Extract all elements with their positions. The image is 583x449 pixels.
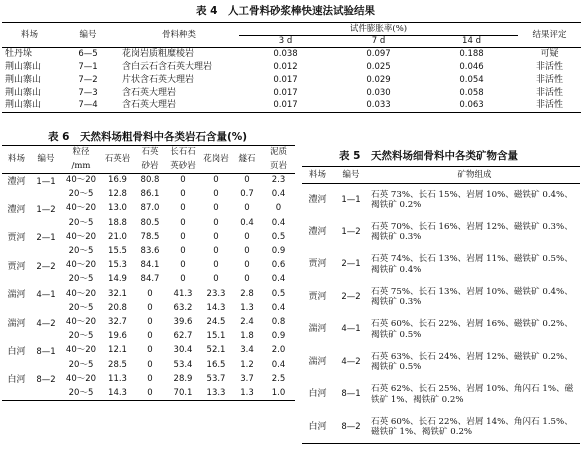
t6-cell-granite: 0 (213, 231, 219, 242)
t5-cell-id: 1—1 (341, 194, 361, 205)
t6-cell-quartzite: 13.0 (108, 203, 127, 214)
t6-cell-quartz-sandstone: 86.1 (140, 189, 160, 200)
t4-cell-site: 荆山寨山 (5, 61, 42, 72)
t6-cell-flint: 1.2 (240, 359, 254, 370)
t5-cell-composition: 石英 75%、长石 13%、岩屑 10%、磁铁矿 0.4%、褐铁矿 0.3% (371, 286, 573, 308)
t4-cell-site: 荆山寨山 (5, 87, 42, 98)
t6-cell-size: 20～5 (68, 331, 94, 342)
table4 (2, 22, 581, 113)
t5-cell-composition: 石英 63%、长石 24%、岩屑 12%、磁铁矿 0.2%、褐铁矿 0.5% (371, 351, 573, 373)
t6-cell-quartzite: 16.9 (108, 175, 127, 186)
t5-cell-composition: 石英 74%、长石 13%、岩屑 11%、磁铁矿 0.5%、褐铁矿 0.4% (371, 254, 573, 275)
t4-cell-7d: 0.025 (366, 61, 391, 72)
t4-cell-eval: 非活性 (536, 61, 564, 72)
t6-cell-granite: 13.3 (200, 386, 232, 400)
t6-cell-empty (31, 386, 61, 400)
t6-header-size-unit: /mm (61, 160, 101, 174)
t5-cell-site: 湍河 (308, 324, 327, 335)
t6-cell-quartz-sandstone: 0 (147, 331, 153, 342)
t6-cell-empty (2, 330, 31, 344)
t6-cell-id: 1—2 (36, 205, 56, 216)
t6-cell-id: 1—1 (36, 176, 56, 187)
t6-cell-empty (2, 244, 31, 258)
t4-cell-id: 7—4 (57, 100, 119, 113)
t5-cell-site: 澧河 (308, 194, 327, 205)
t5-cell-site: 贾河 (308, 291, 327, 302)
t6-cell-feldspar-quartz-sandstone: 63.2 (173, 302, 193, 313)
table-row (302, 281, 580, 314)
t4-cell-eval: 非活性 (536, 74, 564, 85)
t6-cell-site: 湍河 (7, 318, 26, 329)
t6-cell-feldspar-quartz-sandstone: 0 (180, 260, 186, 271)
table6-caption: 表 6 天然料场粗骨料中各类岩石含量(%) (48, 131, 248, 143)
t6-cell-quartz-sandstone: 80.5 (140, 217, 160, 228)
t4-cell-eval: 可疑 (540, 48, 559, 59)
t6-cell-size: 40～20 (65, 373, 97, 384)
t6-cell-flint: 1.8 (240, 331, 254, 342)
t4-cell-7d: 0.033 (332, 100, 425, 113)
table-row (302, 379, 580, 412)
t6-cell-size: 40～20 (65, 260, 97, 271)
t6-cell-size: 40～20 (65, 288, 97, 299)
t6-cell-shale: 0.5 (271, 288, 286, 299)
t6-cell-empty (31, 244, 61, 258)
t6-cell-empty (2, 358, 31, 372)
table-row (2, 372, 295, 386)
t6-cell-quartz-sandstone: 0 (147, 345, 153, 356)
t6-cell-quartzite: 20.8 (108, 302, 127, 313)
t6-cell-shale: 0.5 (271, 231, 286, 242)
t6-cell-feldspar-quartz-sandstone: 30.4 (173, 345, 193, 356)
t6-header-site: 料场 (2, 146, 31, 174)
t6-cell-quartz-sandstone: 0 (147, 302, 153, 313)
table-row (2, 358, 295, 372)
t6-header-shale-2: 页岩 (262, 160, 295, 174)
t6-cell-size: 20～5 (68, 274, 94, 285)
table-row (2, 202, 295, 216)
table-row (2, 287, 295, 301)
table-row (302, 184, 580, 217)
t6-cell-quartzite: 21.0 (108, 231, 127, 242)
t6-cell-size: 20～5 (68, 302, 94, 313)
t6-cell-quartzite: 15.3 (108, 260, 127, 271)
t6-cell-granite: 0 (213, 203, 219, 214)
t5-cell-id: 2—1 (341, 259, 361, 270)
t6-cell-quartzite: 14.9 (108, 274, 127, 285)
t6-cell-shale: 2.5 (271, 373, 286, 384)
t6-cell-flint: 3.4 (240, 345, 254, 356)
t6-cell-size: 40～20 (65, 345, 97, 356)
t5-cell-site: 贾河 (308, 259, 327, 270)
table-row (2, 174, 295, 188)
t6-cell-feldspar-quartz-sandstone: 0 (180, 189, 186, 200)
t6-cell-site: 白河 (7, 375, 26, 386)
t6-cell-shale: 2.0 (271, 345, 286, 356)
t5-cell-id: 2—2 (341, 291, 361, 302)
t6-cell-granite: 16.5 (206, 359, 226, 370)
t4-cell-type: 含石英大理岩 (119, 100, 239, 113)
t6-cell-quartz-sandstone: 0 (147, 373, 153, 384)
t4-header-7d: 7 d (332, 36, 425, 48)
t4-cell-7d: 0.030 (366, 87, 391, 98)
t4-cell-7d: 0.029 (366, 74, 391, 85)
t6-cell-quartz-sandstone: 0 (147, 316, 153, 327)
t6-cell-empty (31, 273, 61, 287)
t4-cell-3d: 0.012 (273, 61, 298, 72)
t4-cell-site: 荆山寨山 (2, 100, 57, 113)
table-row (2, 100, 581, 113)
t4-cell-eval: 非活性 (536, 87, 564, 98)
table-row (2, 216, 295, 230)
t6-cell-quartzite: 15.5 (108, 246, 127, 257)
t6-cell-shale: 0.6 (271, 260, 286, 271)
t6-cell-granite: 0 (213, 189, 219, 200)
t6-cell-empty (31, 358, 61, 372)
t6-cell-flint: 0 (244, 203, 250, 214)
t5-cell-id: 1—2 (341, 226, 361, 237)
t6-cell-granite: 14.3 (206, 302, 226, 313)
table-row (2, 188, 295, 202)
t6-header-id: 编号 (31, 146, 61, 174)
table-row (302, 314, 580, 347)
t6-cell-size: 20～5 (68, 359, 94, 370)
t6-cell-quartz-sandstone: 84.7 (140, 274, 160, 285)
t6-cell-flint: 1.3 (232, 386, 262, 400)
t6-cell-site: 贾河 (7, 261, 26, 272)
t6-cell-granite: 52.1 (206, 345, 226, 356)
t6-cell-empty (31, 301, 61, 315)
t6-cell-empty (2, 216, 31, 230)
table-row (2, 48, 581, 61)
t6-cell-granite: 24.5 (206, 316, 226, 327)
t6-cell-quartz-sandstone: 83.6 (140, 246, 160, 257)
t5-cell-site: 澧河 (308, 226, 327, 237)
t6-cell-size: 40～20 (65, 203, 97, 214)
t6-cell-id: 2—2 (36, 261, 56, 272)
t6-header-flint: 燧石 (232, 146, 262, 174)
t5-cell-site: 湍河 (308, 356, 327, 367)
t4-cell-14d: 0.063 (425, 100, 518, 113)
t4-header-14d: 14 d (425, 36, 518, 48)
t6-cell-empty (2, 188, 31, 202)
t6-cell-feldspar-quartz-sandstone: 0 (180, 246, 186, 257)
t6-header-quartz-sandstone: 石英 (134, 146, 166, 160)
t6-cell-id: 2—1 (36, 233, 56, 244)
t4-cell-id: 7—3 (78, 87, 98, 98)
t6-cell-granite: 0 (213, 274, 219, 285)
t4-cell-eval: 非活性 (518, 100, 581, 113)
table5-caption: 表 5 天然料场细骨料中各类矿物含量 (339, 150, 518, 162)
t5-header-id: 编号 (333, 167, 369, 184)
t5-cell-site: 白河 (308, 389, 327, 400)
t4-header-eval: 结果评定 (518, 23, 581, 48)
t6-cell-quartz-sandstone: 87.0 (140, 203, 160, 214)
t6-cell-feldspar-quartz-sandstone: 62.7 (173, 331, 193, 342)
t6-cell-feldspar-quartz-sandstone: 39.6 (173, 316, 193, 327)
t6-cell-shale: 0.4 (271, 302, 286, 313)
t6-cell-feldspar-quartz-sandstone: 41.3 (173, 288, 193, 299)
t6-cell-flint: 0.7 (240, 189, 254, 200)
t6-cell-empty (2, 386, 31, 400)
table-row (2, 301, 295, 315)
t4-header-id: 编号 (57, 23, 119, 48)
t6-cell-quartz-sandstone: 80.8 (140, 175, 160, 186)
t6-cell-feldspar-quartz-sandstone: 0 (180, 203, 186, 214)
t6-cell-id: 4—2 (36, 318, 56, 329)
t6-cell-quartz-sandstone: 0 (147, 359, 153, 370)
table-row (302, 346, 580, 379)
t6-cell-flint: 1.3 (240, 302, 254, 313)
table-row (2, 315, 295, 329)
t4-cell-3d: 0.017 (273, 87, 298, 98)
t5-cell-composition: 石英 60%、长石 22%、岩屑 16%、磁铁矿 0.2%、褐铁矿 0.5% (371, 319, 573, 340)
t6-cell-granite: 23.3 (206, 288, 226, 299)
t6-cell-quartz-sandstone: 0 (134, 386, 166, 400)
table-row (2, 273, 295, 287)
t6-cell-shale: 0 (275, 203, 282, 214)
t6-cell-flint: 0.4 (240, 217, 254, 228)
t6-cell-granite: 53.7 (206, 373, 226, 384)
t6-header-shale: 泥质 (262, 146, 295, 160)
t6-cell-feldspar-quartz-sandstone: 0 (180, 175, 186, 186)
t5-cell-id: 8—1 (341, 389, 361, 400)
table-row (2, 259, 295, 273)
t6-cell-shale: 0.8 (271, 316, 286, 327)
t6-cell-feldspar-quartz-sandstone: 0 (180, 274, 186, 285)
t6-cell-quartz-sandstone: 84.1 (140, 260, 160, 271)
t6-header-feldspar-quartz-sandstone-2: 英砂岩 (166, 160, 200, 174)
t6-header-quartzite: 石英岩 (101, 146, 134, 174)
t6-cell-empty (31, 188, 61, 202)
t6-cell-id: 4—1 (36, 290, 56, 301)
t6-cell-shale: 0.4 (271, 189, 286, 200)
t4-cell-id: 7—1 (78, 61, 98, 72)
t6-cell-size: 20～5 (68, 246, 94, 257)
t4-cell-type: 含石英大理岩 (122, 87, 177, 98)
t4-cell-site: 牡丹垛 (5, 48, 33, 59)
t6-cell-size: 20～5 (61, 386, 101, 400)
table-row (2, 386, 295, 400)
t6-cell-feldspar-quartz-sandstone: 28.9 (173, 373, 193, 384)
t5-cell-id: 4—2 (341, 356, 361, 367)
t6-cell-quartzite: 12.1 (108, 345, 127, 356)
t6-cell-granite: 0 (213, 246, 219, 257)
t6-cell-size: 40～20 (65, 175, 97, 186)
t4-cell-id: 6—5 (78, 48, 98, 59)
t6-header-quartz-sandstone-2: 砂岩 (134, 160, 166, 174)
t5-cell-composition: 石英 70%、长石 16%、岩屑 12%、磁铁矿 0.3%、褐铁矿 0.3% (371, 221, 573, 243)
table-row (2, 74, 581, 87)
t4-cell-site: 荆山寨山 (5, 74, 42, 85)
t6-cell-quartzite: 18.8 (108, 217, 127, 228)
table-row (302, 411, 580, 444)
t6-cell-quartzite: 14.3 (101, 386, 134, 400)
t6-cell-shale: 0.9 (271, 246, 286, 257)
t5-cell-composition: 石英 73%、长石 15%、岩屑 10%、磁铁矿 0.4%、褐铁矿 0.2% (371, 189, 573, 210)
t6-cell-site: 贾河 (7, 233, 26, 244)
t6-cell-granite: 15.1 (206, 331, 226, 342)
table-row (2, 230, 295, 244)
t6-cell-shale: 1.0 (262, 386, 295, 400)
t4-header-aggregate: 骨料种类 (119, 23, 239, 48)
table-row (302, 216, 580, 249)
t6-cell-empty (31, 330, 61, 344)
t4-header-site: 料场 (2, 23, 57, 48)
t4-header-3d: 3 d (239, 36, 332, 48)
t6-cell-flint: 3.7 (240, 373, 254, 384)
t5-header-composition: 矿物组成 (369, 167, 580, 184)
t4-cell-14d: 0.188 (459, 48, 484, 59)
table-row (2, 330, 295, 344)
table-row (2, 344, 295, 358)
t4-cell-14d: 0.046 (459, 61, 484, 72)
t6-cell-id: 8—1 (36, 346, 56, 357)
t6-cell-quartz-sandstone: 78.5 (140, 231, 160, 242)
t6-cell-id: 8—2 (36, 375, 56, 386)
t4-cell-14d: 0.054 (459, 74, 484, 85)
table6 (2, 145, 295, 401)
t6-cell-size: 20～5 (68, 189, 94, 200)
t4-cell-type: 花岗岩质粗糜棱岩 (122, 48, 195, 59)
t6-cell-granite: 0 (213, 217, 219, 228)
t6-cell-shale: 2.3 (271, 175, 286, 186)
t6-cell-quartzite: 28.5 (108, 359, 127, 370)
t4-cell-type: 片状含石英大理岩 (122, 74, 195, 85)
t6-cell-feldspar-quartz-sandstone: 53.4 (173, 359, 193, 370)
t6-cell-flint: 0 (244, 260, 250, 271)
t4-cell-3d: 0.017 (239, 100, 332, 113)
t6-cell-shale: 0.4 (271, 217, 286, 228)
t6-header-size: 粒径 (61, 146, 101, 160)
t6-header-feldspar-quartz-sandstone: 长石石 (166, 146, 200, 160)
t6-cell-feldspar-quartz-sandstone: 70.1 (166, 386, 200, 400)
t6-cell-site: 湍河 (7, 290, 26, 301)
t6-cell-quartzite: 32.7 (108, 316, 127, 327)
t6-cell-quartz-sandstone: 0 (147, 288, 153, 299)
table-row (302, 249, 580, 282)
table5 (302, 166, 580, 444)
t5-header-site: 料场 (302, 167, 333, 184)
t6-cell-quartzite: 12.8 (108, 189, 127, 200)
t6-cell-feldspar-quartz-sandstone: 0 (180, 231, 186, 242)
t6-cell-quartzite: 32.1 (108, 288, 127, 299)
t6-cell-flint: 2.8 (240, 288, 254, 299)
table-row (2, 244, 295, 258)
t6-cell-shale: 0.4 (271, 274, 286, 285)
t6-cell-empty (2, 273, 31, 287)
t6-cell-flint: 0 (244, 274, 250, 285)
t6-cell-flint: 0 (244, 246, 250, 257)
table-row (2, 87, 581, 100)
t6-cell-site: 白河 (7, 346, 26, 357)
table4-caption: 表 4 人工骨料砂浆棒快速法试验结果 (196, 5, 375, 17)
t5-cell-id: 8—2 (333, 411, 369, 444)
t4-cell-3d: 0.038 (273, 48, 298, 59)
t6-cell-flint: 0 (244, 175, 250, 186)
t4-cell-type: 含白云石含石英大理岩 (122, 61, 213, 72)
t6-cell-size: 40～20 (65, 231, 97, 242)
table-row (2, 61, 581, 74)
t6-cell-quartzite: 11.3 (108, 373, 127, 384)
t6-cell-quartzite: 19.6 (108, 331, 127, 342)
t4-header-expansion: 试件膨胀率(%) (239, 23, 518, 36)
t6-cell-shale: 0.9 (271, 331, 286, 342)
t6-cell-flint: 2.4 (240, 316, 254, 327)
t6-cell-granite: 0 (213, 175, 219, 186)
t6-cell-feldspar-quartz-sandstone: 0 (180, 217, 186, 228)
t6-cell-size: 40～20 (65, 316, 97, 327)
t5-cell-id: 4—1 (341, 324, 361, 335)
t5-cell-site: 白河 (302, 411, 333, 444)
t6-cell-flint: 0 (244, 231, 250, 242)
t5-cell-composition: 石英 62%、长石 25%、岩屑 10%、角闪石 1%、磁铁矿 1%、褐铁矿 0.2% (371, 384, 574, 405)
t6-cell-granite: 0 (213, 260, 219, 271)
t6-cell-shale: 0.4 (271, 359, 286, 370)
t6-cell-empty (31, 216, 61, 230)
t6-cell-empty (2, 301, 31, 315)
t6-cell-size: 20～5 (68, 217, 94, 228)
t4-cell-7d: 0.097 (366, 48, 391, 59)
t4-cell-3d: 0.017 (273, 74, 298, 85)
t6-cell-site: 澧河 (7, 176, 26, 187)
t4-cell-14d: 0.058 (459, 87, 484, 98)
t4-cell-id: 7—2 (78, 74, 98, 85)
t6-header-granite: 花岗岩 (200, 146, 232, 174)
t6-cell-site: 澧河 (7, 205, 26, 216)
t5-cell-composition: 石英 60%、长石 22%、岩屑 14%、角闪石 1.5%、磁铁矿 1%、褐铁矿 0.2% (369, 411, 580, 444)
